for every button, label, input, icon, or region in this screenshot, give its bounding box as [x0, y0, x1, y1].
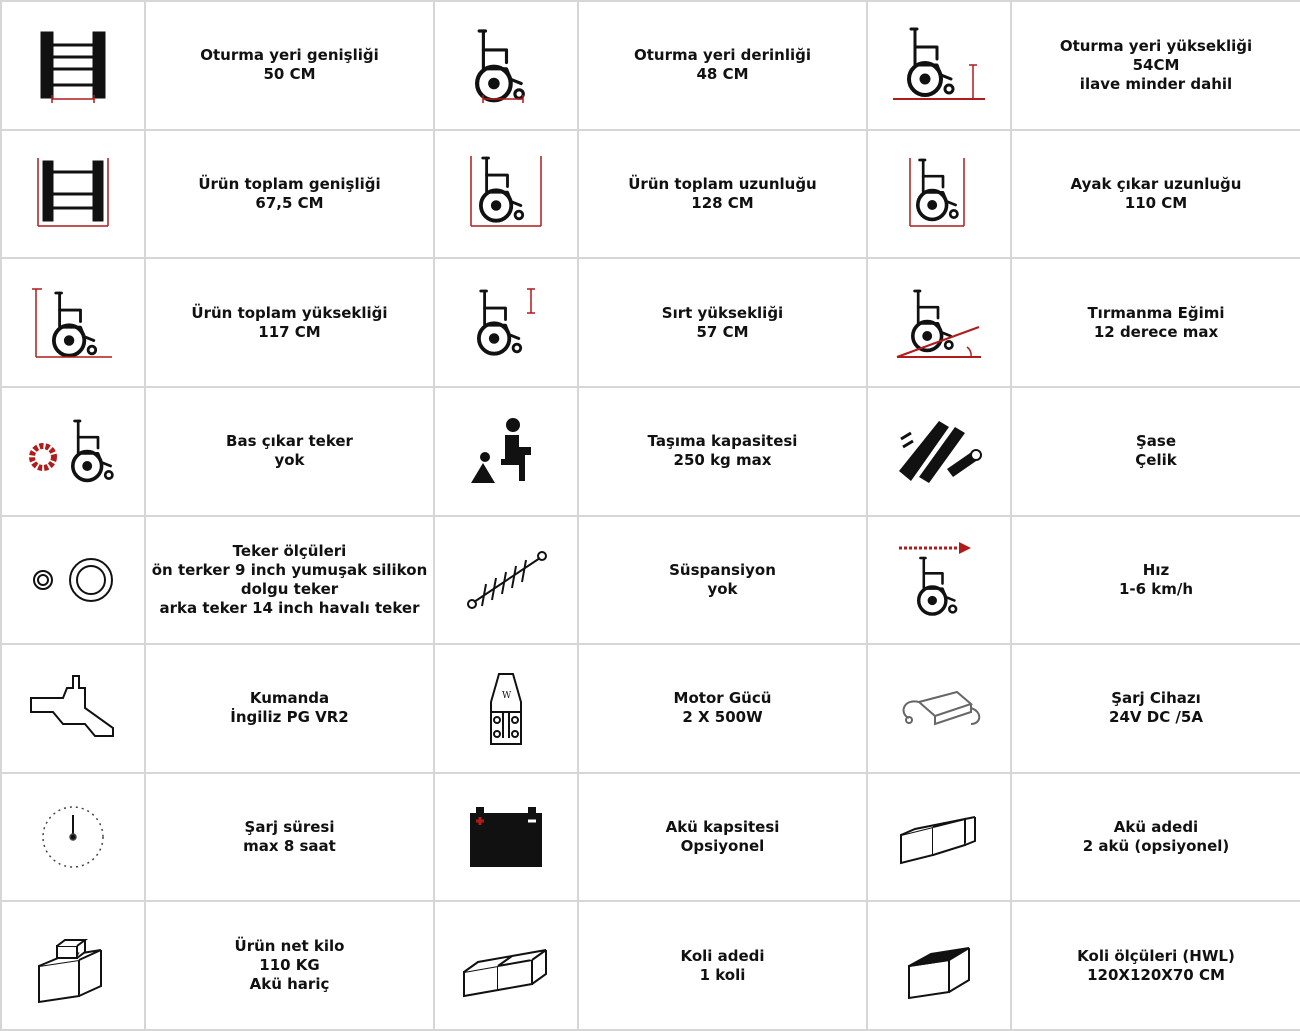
spec-value: ön terker 9 inch yumuşak silikon: [151, 560, 428, 579]
boxes-icon: [434, 901, 578, 1030]
carrying-capacity-icon: [434, 387, 578, 516]
spec-text-cell: [1011, 387, 1300, 516]
spec-value: dolgu teker: [240, 579, 339, 598]
foot-removed-length-icon: [867, 130, 1011, 259]
spec-value: arka teker 14 inch havalı teker: [159, 598, 420, 617]
spec-text-cell: [145, 644, 434, 773]
weight-box-icon: [1, 901, 145, 1030]
spec-value: 1 koli: [699, 965, 746, 984]
spec-label: Akü adedi: [1113, 818, 1199, 837]
speed-icon: [867, 516, 1011, 645]
spec-text-cell: [145, 1, 434, 130]
spec-text-cell: [145, 901, 434, 1030]
spec-value: 2 akü (opsiyonel): [1082, 837, 1230, 856]
spec-row: [1, 516, 1300, 645]
spec-text-cell: [578, 130, 867, 259]
spec-label: Motor Gücü: [673, 689, 772, 708]
spec-value: 110 KG: [259, 956, 320, 975]
spec-text-cell: [578, 387, 867, 516]
spec-label: Taşıma kapasitesi: [647, 432, 798, 451]
spec-label: Oturma yeri derinliği: [634, 46, 811, 65]
chassis-icon: [867, 387, 1011, 516]
spec-text-cell: [578, 773, 867, 902]
spec-text-cell: [1011, 1, 1300, 130]
spec-value: İngiliz PG VR2: [230, 708, 349, 727]
spec-table-body: [1, 1, 1300, 1030]
spec-label: Hız: [1142, 560, 1170, 579]
back-height-icon: [434, 258, 578, 387]
charger-icon: [867, 644, 1011, 773]
spec-label: Şarj Cihazı: [1111, 689, 1201, 708]
total-height-icon: [1, 258, 145, 387]
spec-value: yok: [707, 579, 738, 598]
spec-label: Koli ölçüleri (HWL): [1077, 946, 1235, 965]
spec-row: [1, 387, 1300, 516]
spec-value: 250 kg max: [673, 451, 772, 470]
motor-icon: [434, 644, 578, 773]
total-length-icon: [434, 130, 578, 259]
spec-value: Akü hariç: [249, 975, 330, 994]
spec-text-cell: [578, 1, 867, 130]
spec-text-cell: [1011, 258, 1300, 387]
clock-icon: [1, 773, 145, 902]
spec-text-cell: [145, 773, 434, 902]
spec-label: Koli adedi: [680, 946, 765, 965]
spec-text-cell: [1011, 901, 1300, 1030]
spec-row: [1, 130, 1300, 259]
spec-value: 120X120X70 CM: [1087, 965, 1225, 984]
spec-value: Çelik: [1135, 451, 1177, 470]
spec-label: Şase: [1135, 432, 1177, 451]
spec-label: Sırt yüksekliği: [661, 303, 784, 322]
spec-value: max 8 saat: [243, 837, 336, 856]
spec-value: 24V DC /5A: [1109, 708, 1203, 727]
spec-row: [1, 258, 1300, 387]
spec-text-cell: [1011, 773, 1300, 902]
spec-label: Şarj süresi: [244, 818, 335, 837]
climbing-slope-icon: [867, 258, 1011, 387]
spec-text-cell: [145, 387, 434, 516]
quick-release-wheel-icon: [1, 387, 145, 516]
spec-value: 67,5 CM: [255, 193, 324, 212]
battery-icon: [434, 773, 578, 902]
spec-value: 128 CM: [691, 193, 754, 212]
spec-label: Süspansiyon: [669, 560, 776, 579]
seat-width-icon: [1, 1, 145, 130]
spec-label: Oturma yeri genişliği: [200, 46, 379, 65]
spec-value: 117 CM: [258, 322, 321, 341]
spec-value: 12 derece max: [1093, 322, 1219, 341]
spec-label: Oturma yeri yüksekliği: [1059, 36, 1253, 55]
suspension-icon: [434, 516, 578, 645]
spec-label: Bas çıkar teker: [226, 432, 353, 451]
spec-text-cell: [1011, 130, 1300, 259]
spec-label: Ürün toplam uzunluğu: [628, 174, 817, 193]
spec-label: Ayak çıkar uzunluğu: [1070, 174, 1242, 193]
spec-value: 48 CM: [696, 65, 749, 84]
spec-text-cell: [578, 516, 867, 645]
spec-value: 110 CM: [1124, 193, 1188, 212]
controller-icon: [1, 644, 145, 773]
spec-value: 2 X 500W: [682, 708, 763, 727]
spec-text-cell: [578, 258, 867, 387]
spec-text-cell: [578, 901, 867, 1030]
spec-value: 50 CM: [263, 65, 316, 84]
spec-label: Tırmanma Eğimi: [1087, 303, 1225, 322]
spec-value: 54CM: [1132, 55, 1180, 74]
spec-value: ilave minder dahil: [1079, 74, 1233, 93]
spec-row: [1, 1, 1300, 130]
spec-label: Teker ölçüleri: [232, 541, 347, 560]
seat-height-icon: [867, 1, 1011, 130]
spec-label: Kumanda: [249, 689, 330, 708]
spec-text-cell: [1011, 516, 1300, 645]
spec-label: Ürün toplam yüksekliği: [191, 303, 388, 322]
spec-value: Opsiyonel: [680, 837, 765, 856]
seat-depth-icon: [434, 1, 578, 130]
spec-text-cell: [145, 130, 434, 259]
spec-text-cell: [145, 258, 434, 387]
spec-row: [1, 773, 1300, 902]
wheel-size-icon: [1, 516, 145, 645]
spec-value: 1-6 km/h: [1118, 579, 1194, 598]
two-boxes-icon: [867, 773, 1011, 902]
spec-text-cell: [578, 644, 867, 773]
spec-text-cell: [145, 516, 434, 645]
spec-value: 57 CM: [696, 322, 749, 341]
spec-value: yok: [274, 451, 305, 470]
svg-text:W: W: [502, 691, 512, 702]
box-dimensions-icon: [867, 901, 1011, 1030]
spec-row: [1, 644, 1300, 773]
spec-label: Ürün toplam genişliği: [198, 174, 381, 193]
spec-row: [1, 901, 1300, 1030]
spec-text-cell: [1011, 644, 1300, 773]
spec-label: Akü kapsitesi: [665, 818, 780, 837]
spec-label: Ürün net kilo: [234, 937, 345, 956]
total-width-icon: [1, 130, 145, 259]
